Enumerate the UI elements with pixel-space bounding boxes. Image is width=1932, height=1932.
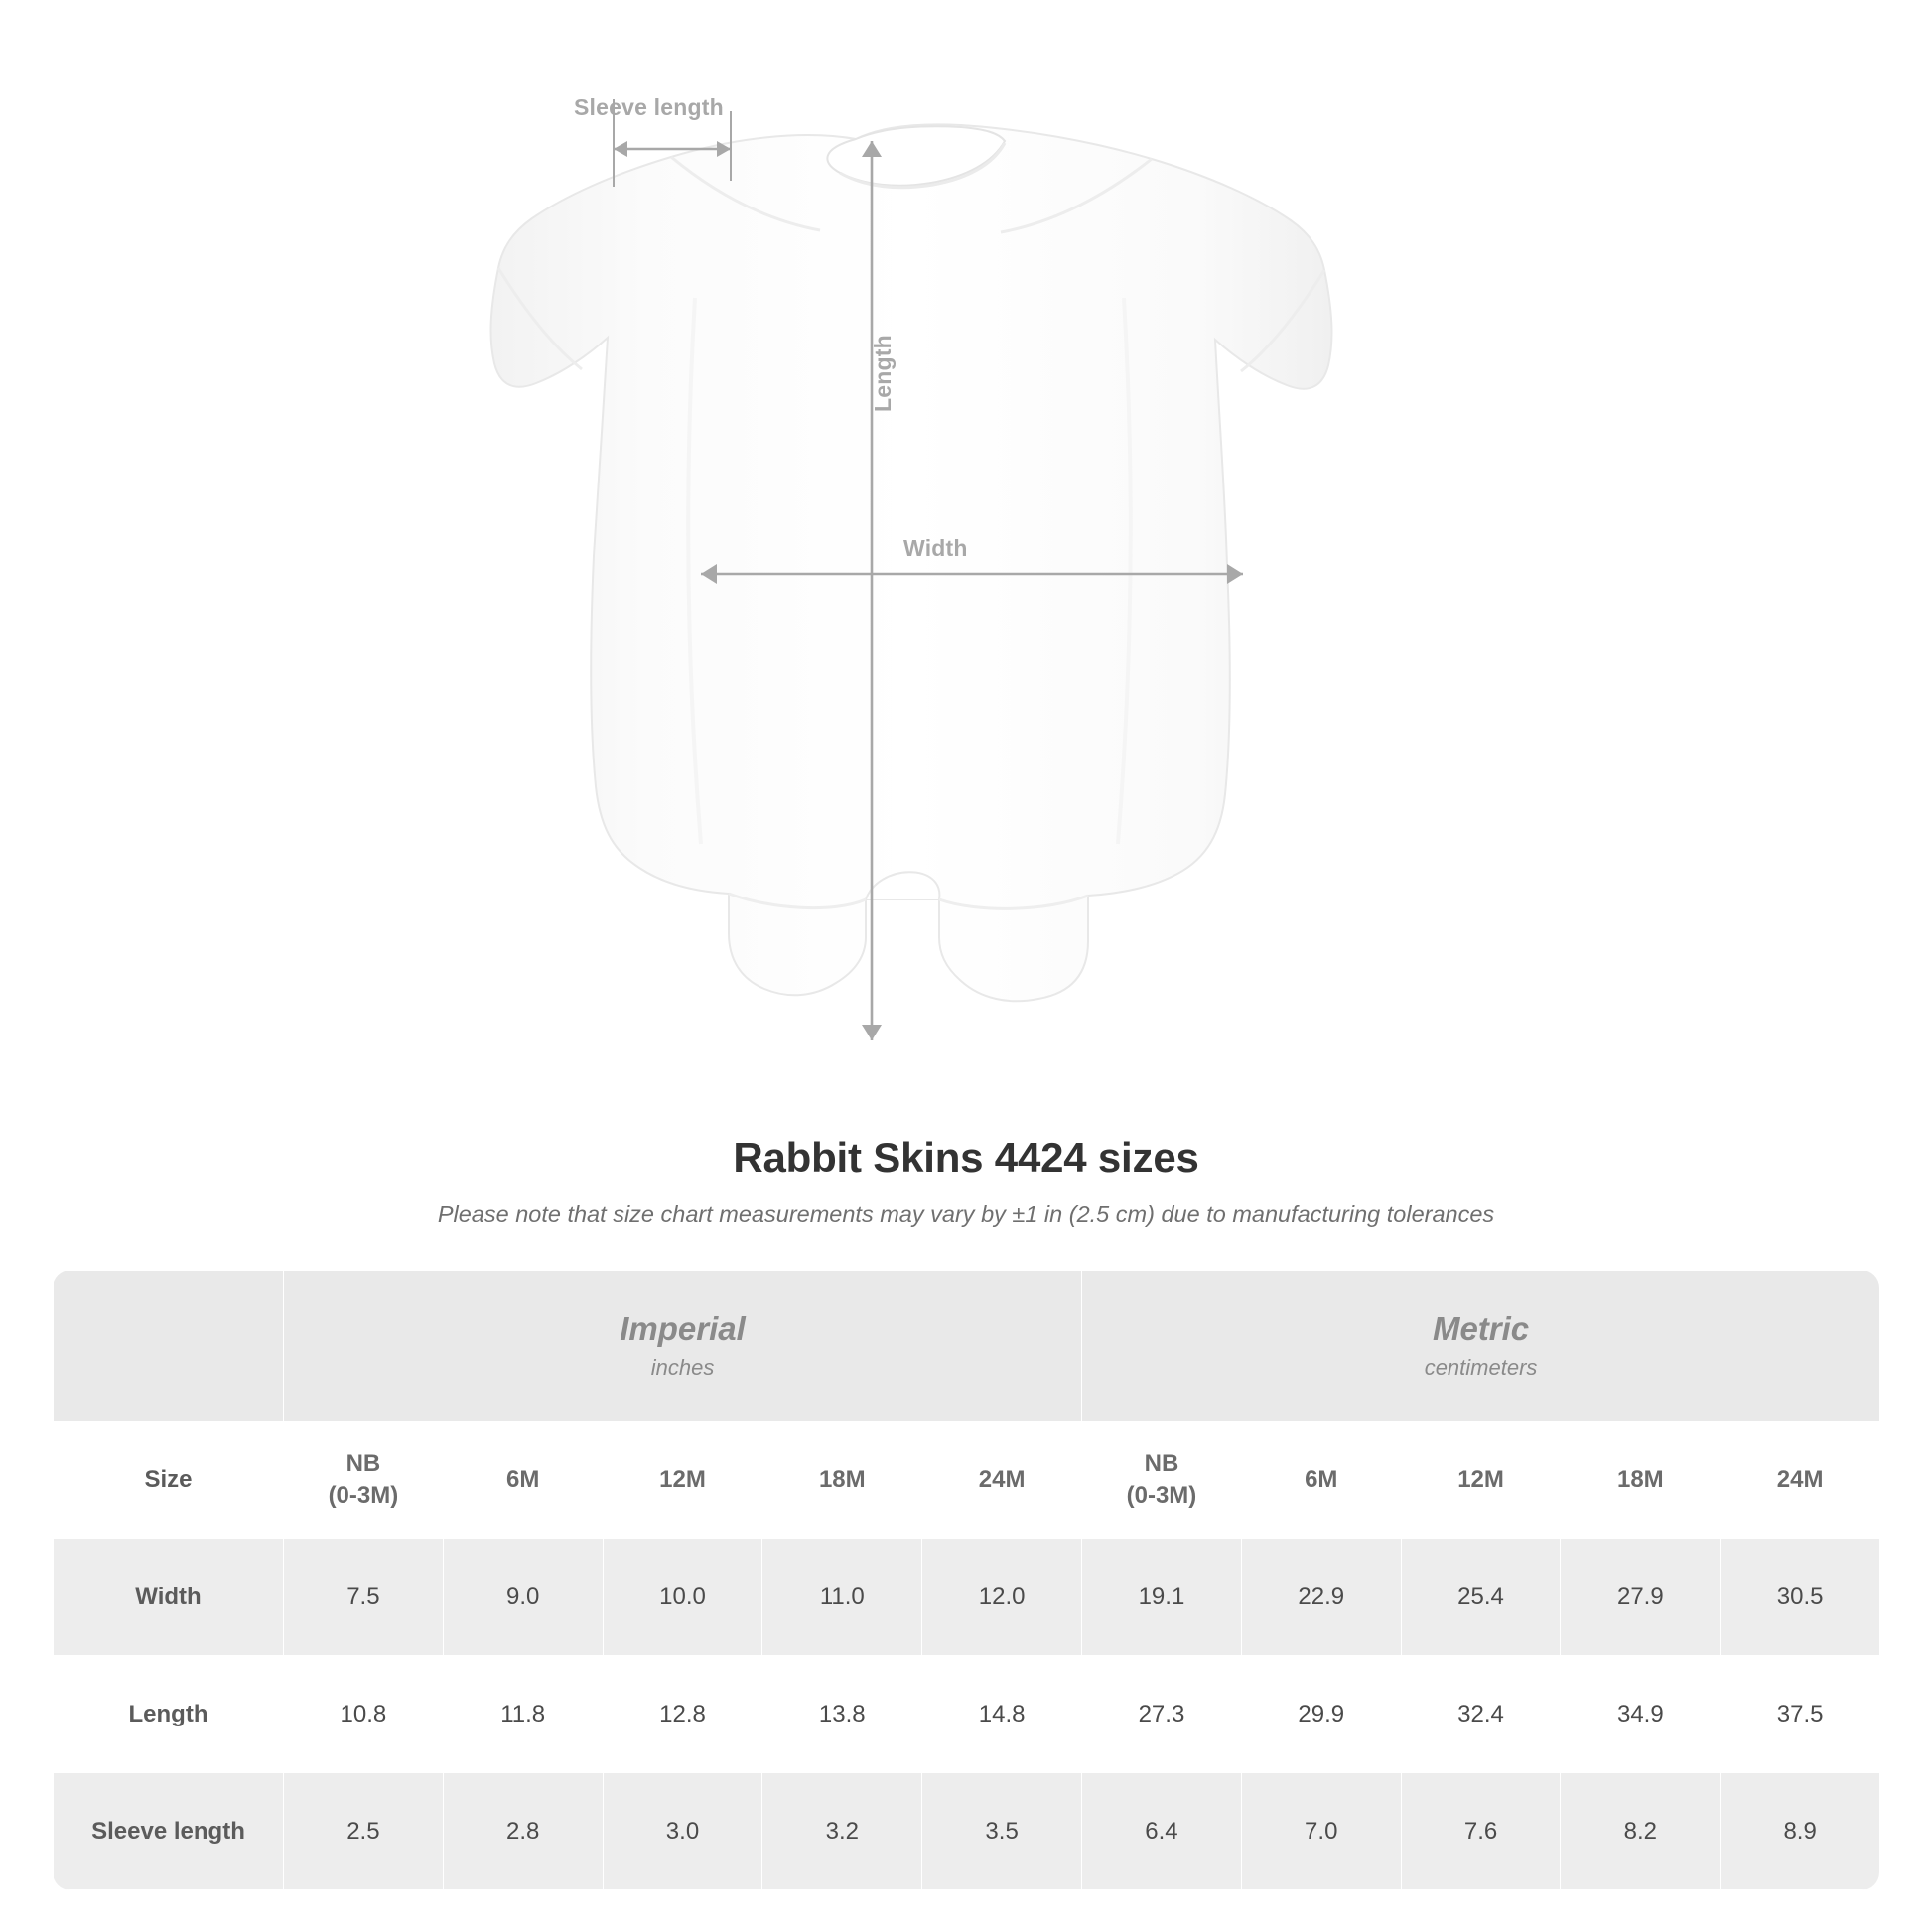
table-cell: 27.3 — [1082, 1656, 1242, 1773]
table-cell: 11.8 — [443, 1656, 603, 1773]
bodysuit-shape — [491, 124, 1332, 1001]
size-header-cell: 24M — [922, 1422, 1082, 1539]
size-header-cell: 18M — [1561, 1422, 1721, 1539]
table-cell: 7.0 — [1241, 1773, 1401, 1890]
size-header-cell: 6M — [1241, 1422, 1401, 1539]
length-dimension-label: Length — [870, 335, 896, 412]
table-cell: 25.4 — [1401, 1539, 1561, 1656]
size-header-cell: 18M — [762, 1422, 922, 1539]
corner-cell — [54, 1271, 284, 1422]
table-cell: 10.0 — [603, 1539, 762, 1656]
table-row — [54, 1656, 1880, 1773]
table-row — [54, 1539, 1880, 1656]
size-header-cell — [1082, 1422, 1242, 1539]
table-cell: 9.0 — [443, 1539, 603, 1656]
size-header-cell: 12M — [603, 1422, 762, 1539]
table-cell: 19.1 — [1082, 1539, 1242, 1656]
row-label: Sleeve length — [54, 1773, 284, 1890]
size-header-main: NB — [1144, 1450, 1179, 1478]
table-cell: 13.8 — [762, 1656, 922, 1773]
row-label: Width — [54, 1539, 284, 1656]
table-cell: 3.0 — [603, 1773, 762, 1890]
table-cell: 8.2 — [1561, 1773, 1721, 1890]
table-cell: 27.9 — [1561, 1539, 1721, 1656]
table-cell: 12.0 — [922, 1539, 1082, 1656]
table-cell: 3.2 — [762, 1773, 922, 1890]
title-block — [0, 1134, 1932, 1228]
unit-group-imperial — [284, 1271, 1082, 1422]
page-title: Rabbit Skins 4424 sizes — [733, 1134, 1199, 1180]
unit-group-sub: inches — [650, 1355, 715, 1381]
unit-group-metric — [1082, 1271, 1879, 1422]
size-table — [53, 1270, 1879, 1890]
table-cell: 34.9 — [1561, 1656, 1721, 1773]
table-cell: 10.8 — [284, 1656, 444, 1773]
size-header-cell: 24M — [1721, 1422, 1879, 1539]
size-row-label: Size — [54, 1422, 284, 1539]
width-dimension-label: Width — [903, 535, 968, 561]
unit-group-name: Imperial — [620, 1310, 746, 1347]
table-cell: 8.9 — [1721, 1773, 1879, 1890]
table-cell: 7.5 — [284, 1539, 444, 1656]
size-header-cell: 12M — [1401, 1422, 1561, 1539]
table-cell: 22.9 — [1241, 1539, 1401, 1656]
table-cell: 37.5 — [1721, 1656, 1879, 1773]
sleeve-length-dimension-label: Sleeve length — [574, 94, 724, 120]
size-header-cell: 6M — [443, 1422, 603, 1539]
size-table-container — [53, 1270, 1879, 1890]
unit-group-name: Metric — [1432, 1310, 1530, 1347]
table-cell: 11.0 — [762, 1539, 922, 1656]
row-label: Length — [54, 1656, 284, 1773]
table-cell: 30.5 — [1721, 1539, 1879, 1656]
table-cell: 2.8 — [443, 1773, 603, 1890]
table-cell: 29.9 — [1241, 1656, 1401, 1773]
table-row — [54, 1773, 1880, 1890]
table-cell: 2.5 — [284, 1773, 444, 1890]
unit-header-row — [54, 1271, 1880, 1422]
table-cell: 7.6 — [1401, 1773, 1561, 1890]
table-cell: 32.4 — [1401, 1656, 1561, 1773]
size-header-row — [54, 1422, 1880, 1539]
unit-group-sub: centimeters — [1424, 1355, 1538, 1381]
table-cell: 14.8 — [922, 1656, 1082, 1773]
size-header-cell — [284, 1422, 444, 1539]
size-header-sub: (0-3M) — [1126, 1481, 1197, 1509]
size-header-main: NB — [345, 1450, 381, 1478]
tolerance-note: Please note that size chart measurements may vary by ±1 in (2.5 cm) due to manufacturing tolerances — [437, 1201, 1495, 1227]
table-cell: 12.8 — [603, 1656, 762, 1773]
size-header-sub: (0-3M) — [328, 1481, 399, 1509]
table-cell: 6.4 — [1082, 1773, 1242, 1890]
table-cell: 3.5 — [922, 1773, 1082, 1890]
